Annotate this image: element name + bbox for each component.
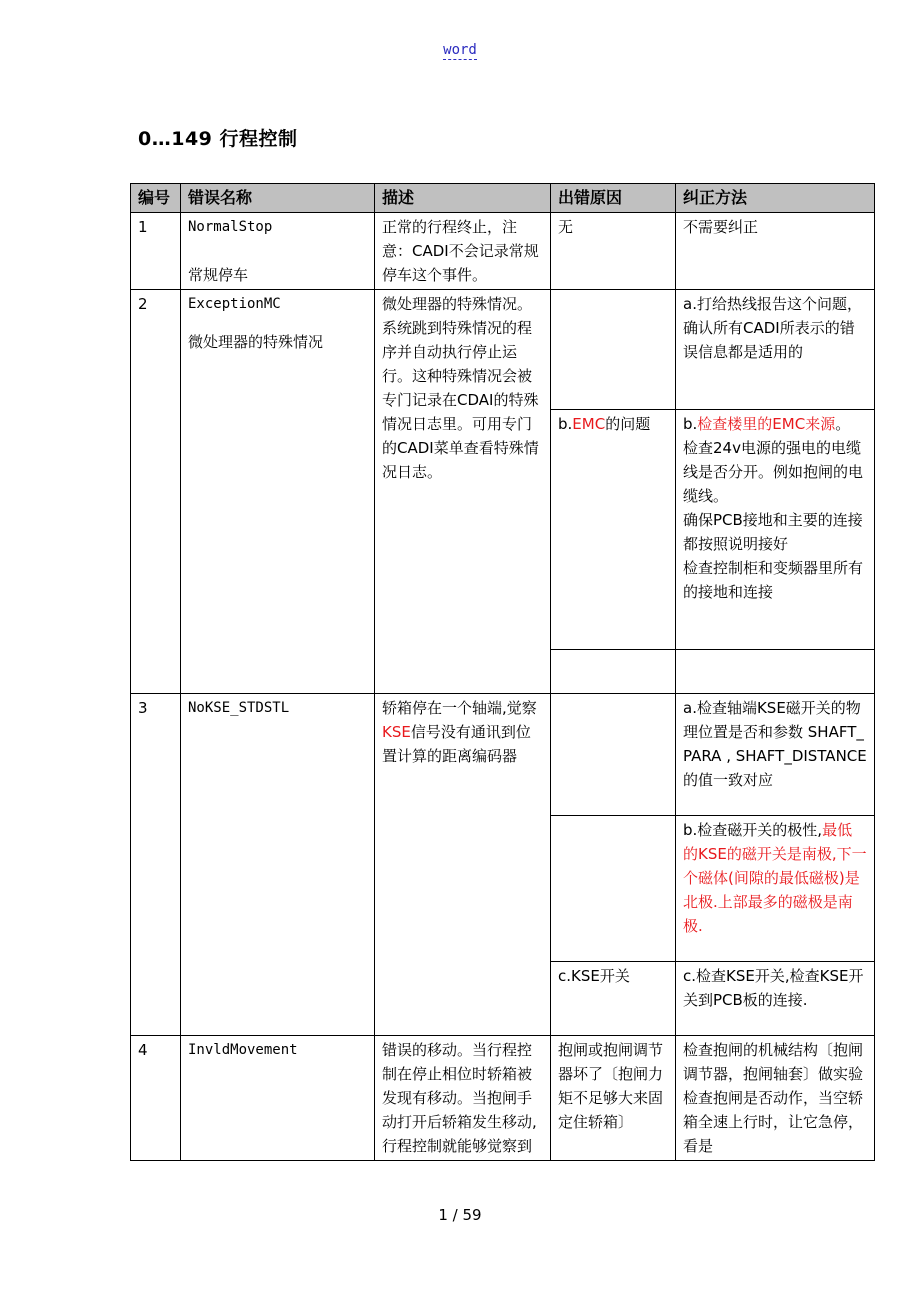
row2-b-fix-4: 检查控制柜和变频器里所有的接地和连接: [683, 559, 864, 601]
row2-no: 2: [131, 290, 181, 694]
row2-b-fix-suffix: 。: [835, 415, 851, 433]
row2-name-cn: 微处理器的特殊情况: [188, 333, 324, 351]
error-table: [130, 183, 875, 1161]
header-name: 错误名称: [181, 184, 375, 213]
row2-name-en: ExceptionMC: [188, 296, 281, 312]
row3-desc: [375, 694, 551, 1036]
row4-cause: 抱闸或抱闸调节器坏了〔抱闸力矩不足够大来固定住轿箱〕: [551, 1036, 676, 1161]
row3-no: 3: [131, 694, 181, 1036]
row2-empty-fix: [676, 650, 875, 694]
row3-c-fix: c.检查KSE开关,检查KSE开关到PCB板的连接.: [676, 962, 875, 1036]
row2-a-fix: a.打给热线报告这个问题，确认所有CADI所表示的错误信息都是适用的: [676, 290, 875, 410]
row3-desc-suffix: 信号没有通讯到位置计算的距离编码器: [382, 723, 531, 765]
row2-name: [181, 290, 375, 694]
row2-empty-cause: [551, 650, 676, 694]
row2-b-fix-red: 检查楼里的EMC来源: [697, 415, 836, 433]
row2-a-cause: [551, 290, 676, 410]
header-cause: 出错原因: [551, 184, 676, 213]
row2-b-fix-prefix: b.: [683, 415, 698, 433]
header-desc: 描述: [375, 184, 551, 213]
row4-desc: 错误的移动。当行程控制在停止相位时轿箱被发现有移动。当抱闸手动打开后轿箱发生移动,行程控制就能够觉察到: [375, 1036, 551, 1161]
row1-desc: 正常的行程终止，注意：CADI不会记录常规停车这个事件。: [375, 213, 551, 290]
row2-b-cause-suffix: 的问题: [605, 415, 651, 433]
row4-fix: 检查抱闸的机械结构〔抱闸调节器，抱闸轴套〕做实验检查抱闸是否动作，当空轿箱全速上行时，让它急停，看是: [676, 1036, 875, 1161]
row1-cause: 无: [551, 213, 676, 290]
row2-b-cause-prefix: b.: [558, 415, 573, 433]
row3-desc-prefix: 轿箱停在一个轴端,觉察: [382, 699, 537, 717]
header-fix: 纠正方法: [676, 184, 875, 213]
row1-name-cn: 常规停车: [188, 266, 249, 284]
table-header-row: [131, 184, 875, 213]
row1-fix: 不需要纠正: [676, 213, 875, 290]
section-title: 0…149 行程控制: [138, 128, 298, 150]
row1-no: 1: [131, 213, 181, 290]
row3-b-fix-prefix: b.检查磁开关的极性,: [683, 821, 823, 839]
row4-no: 4: [131, 1036, 181, 1161]
header-link-text[interactable]: word: [443, 42, 477, 58]
row3-a-fix: a.检查轴端KSE磁开关的物理位置是否和参数 SHAFT_PARA , SHAFT_DISTANCE 的值一致对应: [676, 694, 875, 816]
row1-name-en: NormalStop: [188, 219, 273, 235]
row3-b-fix: [676, 816, 875, 962]
header-no: 编号: [131, 184, 181, 213]
row2-b-fix-2: 检查24v电源的强电的电缆线是否分开。例如抱闸的电缆线。: [683, 439, 864, 505]
row2-desc: 微处理器的特殊情况。系统跳到特殊情况的程序并自动执行停止运行。这种特殊情况会被专门记录在CDAI的特殊情况日志里。可用专门的CADI菜单查看特殊情况日志。: [375, 290, 551, 694]
row2-b-fix-3: 确保PCB接地和主要的连接都按照说明接好: [683, 511, 863, 553]
row3-b-cause: [551, 816, 676, 962]
table-row: [131, 694, 875, 816]
header-word-link[interactable]: [0, 42, 920, 58]
row3-desc-red: KSE: [382, 723, 411, 741]
row2-b-cause-red: EMC: [572, 415, 606, 433]
row3-c-cause: c.KSE开关: [551, 962, 676, 1036]
row3-a-cause: [551, 694, 676, 816]
row2-b-fix-1: [683, 412, 867, 436]
row1-name: [181, 213, 375, 290]
row3-name: NoKSE_STDSTL: [181, 694, 375, 1036]
table-row: [131, 290, 875, 410]
row4-name: InvldMovement: [181, 1036, 375, 1161]
page-number: 1 / 59: [438, 1206, 482, 1224]
row3-b-fix-red: 最低的KSE的磁开关是南极,下一个磁体(间隙的最低磁极)是北极.上部最多的磁极是南极.: [683, 821, 867, 935]
table-row: [131, 213, 875, 290]
table-row: [131, 1036, 875, 1161]
row2-b-cause: [551, 410, 676, 650]
row2-b-fix: [676, 410, 875, 650]
